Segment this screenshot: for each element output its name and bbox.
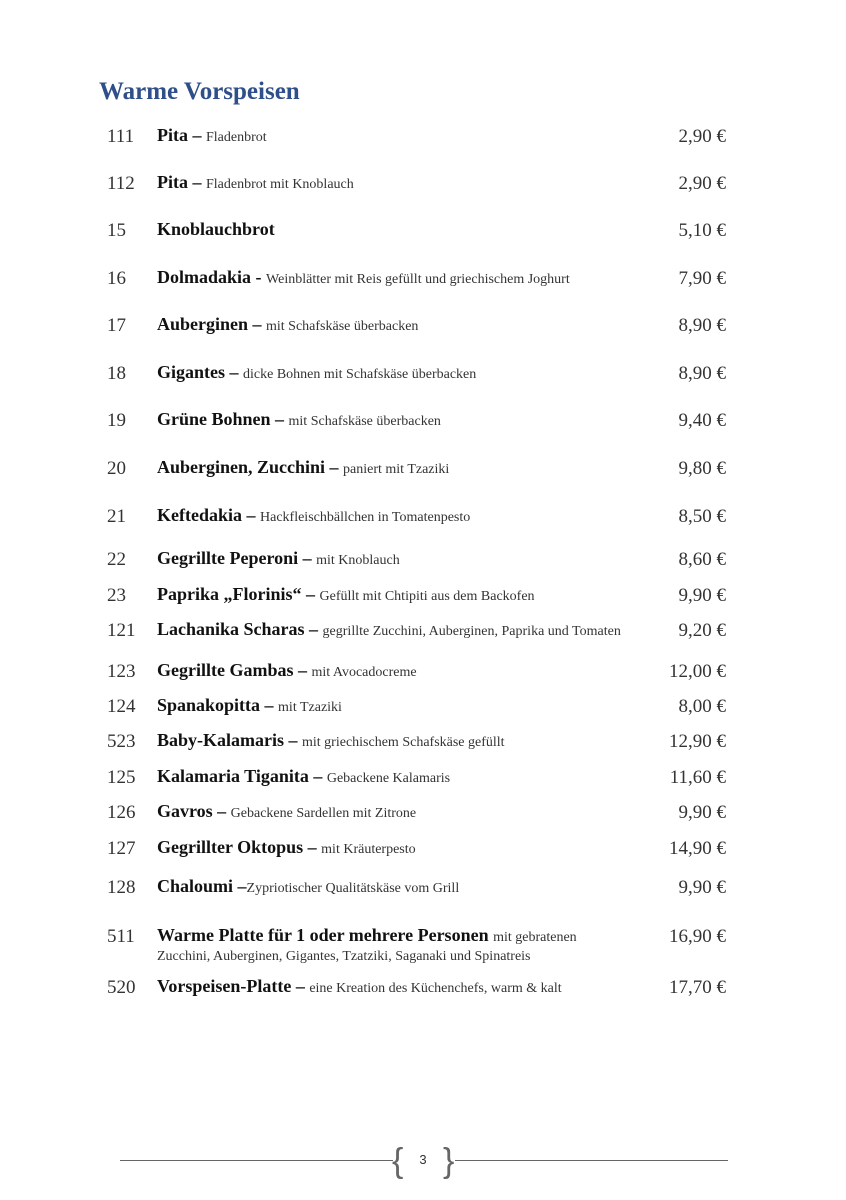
menu-item-separator: – (308, 766, 327, 786)
menu-item-separator: – (298, 548, 317, 568)
menu-item-number: 23 (107, 585, 126, 606)
menu-item-price: 9,90 € (678, 877, 726, 898)
menu-item-detail: mit Schafskäse überbacken (266, 319, 419, 334)
menu-item-number: 17 (107, 315, 126, 336)
menu-item-number: 15 (107, 220, 126, 241)
menu-item-separator: – (301, 584, 320, 604)
menu-item-name: Auberginen, Zucchini (157, 457, 326, 477)
menu-item-description (157, 549, 627, 570)
menu-item-number: 123 (107, 661, 136, 682)
menu-item-description (157, 363, 627, 384)
menu-item-description (157, 767, 627, 788)
menu-item-number: 520 (107, 977, 136, 998)
footer-line-right (455, 1160, 728, 1161)
menu-item-name: Warme Platte für 1 oder mehrere Personen (157, 925, 489, 945)
menu-item-detail: gegrillte Zucchini, Auberginen, Paprika und Tomaten (322, 624, 621, 639)
menu-item-separator: – (293, 660, 312, 680)
menu-item-detail: Weinblätter mit Reis gefüllt und griechischem Joghurt (266, 272, 570, 287)
menu-item-name: Gegrillte Peperoni (157, 548, 299, 568)
menu-item-detail: mit Tzaziki (278, 700, 342, 715)
menu-item-separator: – (325, 457, 344, 477)
menu-item-detail: mit gebratenen Zucchini, Auberginen, Gigantes, Tzatziki, Saganaki und Spinatreis (157, 930, 577, 964)
menu-item-number: 112 (107, 173, 135, 194)
menu-item-number: 22 (107, 549, 126, 570)
menu-item-description (157, 620, 627, 641)
menu-item-number: 21 (107, 506, 126, 527)
menu-item-separator: - (251, 267, 267, 287)
menu-item-description (157, 410, 627, 431)
menu-item-name: Knoblauchbrot (157, 219, 275, 239)
menu-item-name: Lachanika Scharas (157, 619, 305, 639)
menu-item-separator: – (188, 172, 206, 192)
menu-item-number: 125 (107, 767, 136, 788)
menu-item-name: Kalamaria Tiganita (157, 766, 309, 786)
menu-item-name: Vorspeisen-Platte (157, 976, 292, 996)
menu-item-number: 126 (107, 802, 136, 823)
menu-item-name: Auberginen (157, 314, 249, 334)
menu-item-description (157, 838, 627, 859)
menu-item-price: 11,60 € (669, 767, 726, 788)
menu-item-separator: – (212, 801, 231, 821)
menu-item-detail: Fladenbrot mit Knoblauch (206, 177, 354, 192)
menu-item-price: 7,90 € (678, 268, 726, 289)
menu-item-detail: eine Kreation des Küchenchefs, warm & kalt (309, 981, 562, 996)
menu-item-detail: mit griechischem Schafskäse gefüllt (302, 735, 505, 750)
menu-item-price: 9,90 € (678, 585, 726, 606)
menu-item-price: 12,00 € (669, 661, 726, 682)
menu-item-price: 8,90 € (678, 315, 726, 336)
menu-item-detail: Gefüllt mit Chtipiti aus dem Backofen (319, 589, 535, 604)
menu-item-description (157, 220, 627, 241)
page-number: 3 (419, 1152, 427, 1167)
menu-item-price: 8,90 € (678, 363, 726, 384)
menu-item-price: 8,50 € (678, 506, 726, 527)
menu-item-detail: dicke Bohnen mit Schafskäse überbacken (243, 367, 477, 382)
footer-line-left (120, 1160, 393, 1161)
menu-item-description (157, 315, 627, 336)
menu-item-price: 12,90 € (669, 731, 726, 752)
menu-item-price: 14,90 € (669, 838, 726, 859)
menu-item-detail: Gebackene Kalamaris (326, 771, 451, 786)
menu-item-separator: – (270, 409, 289, 429)
menu-item-name: Chaloumi (157, 876, 234, 896)
menu-item-name: Dolmadakia (157, 267, 252, 287)
menu-item-price: 9,20 € (678, 620, 726, 641)
menu-item-description (157, 926, 627, 966)
menu-item-description (157, 458, 627, 479)
menu-item-separator: – (260, 695, 279, 715)
menu-item-price: 5,10 € (678, 220, 726, 241)
menu-item-number: 18 (107, 363, 126, 384)
menu-item-name: Paprika „Florinis“ (157, 584, 302, 604)
menu-item-name: Baby-Kalamaris (157, 730, 285, 750)
menu-item-detail: Fladenbrot (206, 130, 267, 145)
menu-item-name: Gigantes (157, 362, 226, 382)
menu-item-price: 16,90 € (669, 926, 726, 947)
section-title: Warme Vorspeisen (99, 78, 300, 105)
menu-item-detail: Gebackene Sardellen mit Zitrone (230, 806, 417, 821)
menu-item-description (157, 585, 627, 606)
menu-item-name: Grüne Bohnen (157, 409, 271, 429)
menu-item-separator: – (284, 730, 303, 750)
menu-item-separator: – (303, 837, 322, 857)
menu-item-description (157, 977, 627, 998)
menu-item-number: 16 (107, 268, 126, 289)
menu-item-description (157, 731, 627, 752)
menu-item-name: Pita (157, 125, 188, 145)
menu-item-description (157, 268, 627, 289)
menu-item-number: 19 (107, 410, 126, 431)
menu-item-number: 121 (107, 620, 136, 641)
menu-item-price: 9,80 € (678, 458, 726, 479)
menu-item-separator: – (242, 505, 260, 525)
menu-item-price: 8,00 € (678, 696, 726, 717)
menu-item-detail: mit Knoblauch (316, 553, 400, 568)
menu-item-name: Keftedakia (157, 505, 242, 525)
menu-item-price: 9,40 € (678, 410, 726, 431)
menu-item-description (157, 877, 627, 898)
menu-item-number: 20 (107, 458, 126, 479)
menu-item-detail: mit Kräuterpesto (321, 842, 416, 857)
menu-item-description (157, 506, 627, 527)
menu-item-description (157, 802, 627, 823)
menu-item-name: Gegrillter Oktopus (157, 837, 304, 857)
footer-bracket-right: } (443, 1142, 455, 1180)
menu-item-number: 128 (107, 877, 136, 898)
menu-item-price: 17,70 € (669, 977, 726, 998)
menu-item-name: Gavros (157, 801, 213, 821)
menu-item-detail: mit Avocadocreme (311, 665, 417, 680)
menu-item-separator: – (225, 362, 244, 382)
menu-item-detail: Zypriotischer Qualitätskäse vom Grill (246, 881, 460, 896)
menu-item-description (157, 126, 627, 147)
menu-item-number: 523 (107, 731, 136, 752)
menu-item-number: 124 (107, 696, 136, 717)
menu-item-separator: – (291, 976, 310, 996)
menu-item-name: Pita (157, 172, 188, 192)
menu-item-detail: Hackfleischbällchen in Tomatenpesto (260, 510, 471, 525)
menu-item-price: 8,60 € (678, 549, 726, 570)
menu-item-separator: – (188, 125, 206, 145)
footer-bracket-left: { (392, 1142, 404, 1180)
menu-item-price: 9,90 € (678, 802, 726, 823)
menu-item-separator: – (304, 619, 323, 639)
menu-item-price: 2,90 € (678, 126, 726, 147)
menu-item-name: Gegrillte Gambas (157, 660, 294, 680)
menu-item-detail: mit Schafskäse überbacken (288, 414, 441, 429)
menu-item-separator: – (233, 876, 247, 896)
menu-item-number: 111 (107, 126, 135, 147)
menu-item-separator: – (248, 314, 267, 334)
menu-item-price: 2,90 € (678, 173, 726, 194)
menu-item-description (157, 661, 627, 682)
menu-item-description (157, 696, 627, 717)
menu-item-description (157, 173, 627, 194)
menu-item-number: 511 (107, 926, 135, 947)
menu-item-name: Spanakopitta (157, 695, 261, 715)
menu-item-detail: paniert mit Tzaziki (343, 462, 450, 477)
menu-item-number: 127 (107, 838, 136, 859)
